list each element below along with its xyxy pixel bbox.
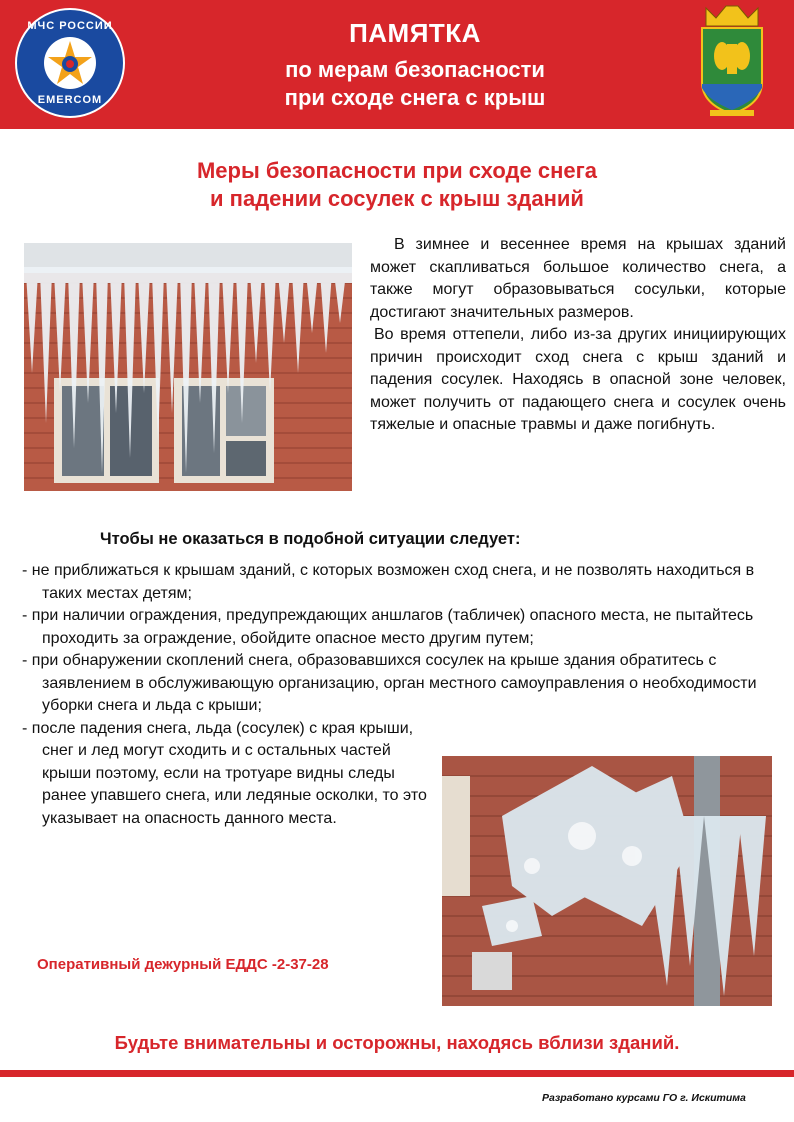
page-title: ПАМЯТКА — [349, 18, 481, 48]
heading-line-1: Меры безопасности при сходе снега — [196, 158, 597, 183]
intro-paragraph-2: Во время оттепели, либо из-за других инициирующих причин происходит сход снега с крыш зданий и падения сосулек. Находясь в опасной зоне человек, может получить от падающего снега и сосулек очень тяжелые и опасные травмы и даже погибнуть. — [370, 326, 786, 433]
bottom-divider — [0, 1070, 794, 1077]
page-subtitle — [180, 56, 650, 112]
intro-paragraph-1: В зимнее и весеннее время на крышах зданий может скапливаться большое количество снега, а также могут образовываться сосульки, которые достигают значительных размеров. — [370, 236, 786, 321]
duty-phone: Оперативный дежурный ЕДДС -2-37-28 — [37, 956, 329, 973]
subtitle-line-2: при сходе снега с крыш — [284, 85, 546, 110]
credits: Разработано курсами ГО г. Искитима — [542, 1092, 746, 1104]
emblem-bottom-text: EMERCOM — [37, 94, 103, 106]
falling-ice-photo — [442, 756, 772, 1006]
subtitle-line-1: по мерам безопасности — [285, 57, 545, 82]
icicles-photo — [24, 243, 352, 491]
list-item: - после падения снега, льда (сосулек) с края крыши, снег и лед могут сходить и с остальных частей крыши поэтому, если на тротуаре видны следы ранее упавшего снега, или ледяные осколки, то это указывает на опасность данного места. — [22, 719, 427, 827]
header-banner — [0, 0, 794, 129]
list-item: - при наличии ограждения, предупреждающих аншлагов (табличек) опасного места, не пытайтесь проходить за ограждение, обойдите опасное место другим путем; — [22, 607, 754, 647]
list-item: - при обнаружении скоплений снега, образовавшихся сосулек на крыше здания обратитесь с заявлением в обслуживающую организацию, орган местного самоуправления о необходимости уборки снега и льда с крыши; — [22, 652, 757, 714]
caution-text: Будьте внимательны и осторожны, находясь вблизи зданий. — [114, 1032, 680, 1053]
instructions-heading: Чтобы не оказаться в подобной ситуации следует: — [100, 530, 521, 548]
emercom-emblem — [15, 8, 125, 118]
heading-line-2: и падении сосулек с крыш зданий — [210, 186, 584, 211]
star-icon — [44, 37, 96, 89]
intro-text — [370, 234, 786, 437]
coat-of-arms-icon — [696, 4, 768, 122]
list-item: - не приближаться к крышам зданий, с которых возможен сход снега, и не позволять находиться в таких местах детям; — [22, 562, 755, 602]
section-heading — [0, 157, 794, 213]
emblem-top-text: МЧС РОССИИ — [27, 20, 113, 32]
